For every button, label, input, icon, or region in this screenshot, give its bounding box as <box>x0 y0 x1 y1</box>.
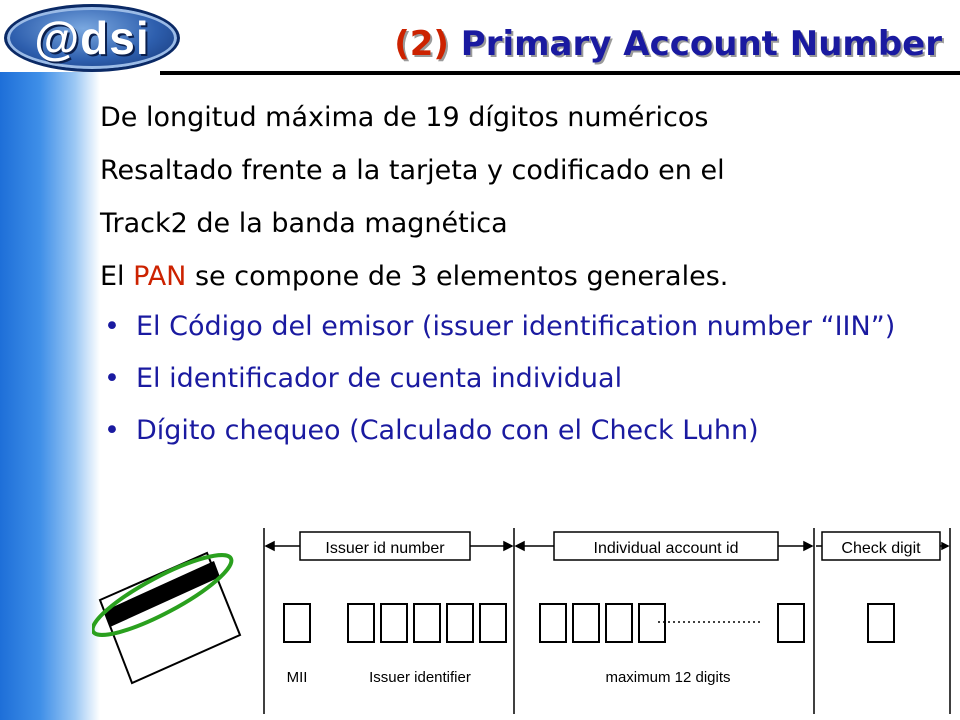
bullet-dot: • <box>104 363 120 394</box>
bullet-dot: • <box>104 311 120 342</box>
bullet-paren-text: (issuer identification number “IIN”) <box>421 311 896 342</box>
pan-structure-diagram <box>258 522 958 720</box>
logo-text: @dsi <box>34 12 150 64</box>
title-underline <box>160 71 960 75</box>
bullet-main-text: El identificador de cuenta individual <box>136 363 623 394</box>
paragraph-embossed: Resaltado frente a la tarjeta y codificado en el <box>100 155 725 186</box>
slide-title <box>394 24 942 64</box>
label-box-issuer-id <box>300 532 470 560</box>
paragraph-pan-composition <box>100 259 940 295</box>
bullet-check-digit <box>100 416 940 446</box>
label-check-digit: Check digit <box>841 540 921 557</box>
bullet-account-id <box>100 364 940 394</box>
label-box-account-id <box>554 532 778 560</box>
bullet-main-text: El Código del emisor <box>136 311 422 342</box>
bullet-issuer-code <box>100 312 940 342</box>
paragraph-track2: Track2 de la banda magnética <box>100 208 508 239</box>
title-text: Primary Account Number <box>460 24 942 64</box>
pan-line-after: se compone de 3 elementos generales. <box>186 261 729 292</box>
label-box-check-digit <box>822 532 940 560</box>
bullet-paren-text: (Calculado con el Check Luhn) <box>349 415 759 446</box>
label-issuer-identifier: Issuer identifier <box>369 669 471 686</box>
pan-highlight: PAN <box>133 261 187 292</box>
label-individual-account-id: Individual account id <box>593 540 739 557</box>
credit-card-sketch <box>92 525 252 695</box>
label-issuer-id-number: Issuer id number <box>325 540 445 557</box>
bullet-dot: • <box>104 415 120 446</box>
slide-body <box>100 100 940 468</box>
left-gradient-bar <box>0 72 100 720</box>
title-number: (2) <box>394 24 449 64</box>
label-mii: MII <box>286 669 308 686</box>
digit-boxes <box>284 604 894 642</box>
pan-line-before: El <box>100 261 134 292</box>
bullet-main-text: Dígito chequeo <box>136 415 350 446</box>
paragraph-max-length: De longitud máxima de 19 dígitos numéricos <box>100 102 709 133</box>
adsi-logo <box>4 4 180 72</box>
label-maximum-12-digits: maximum 12 digits <box>605 669 731 686</box>
